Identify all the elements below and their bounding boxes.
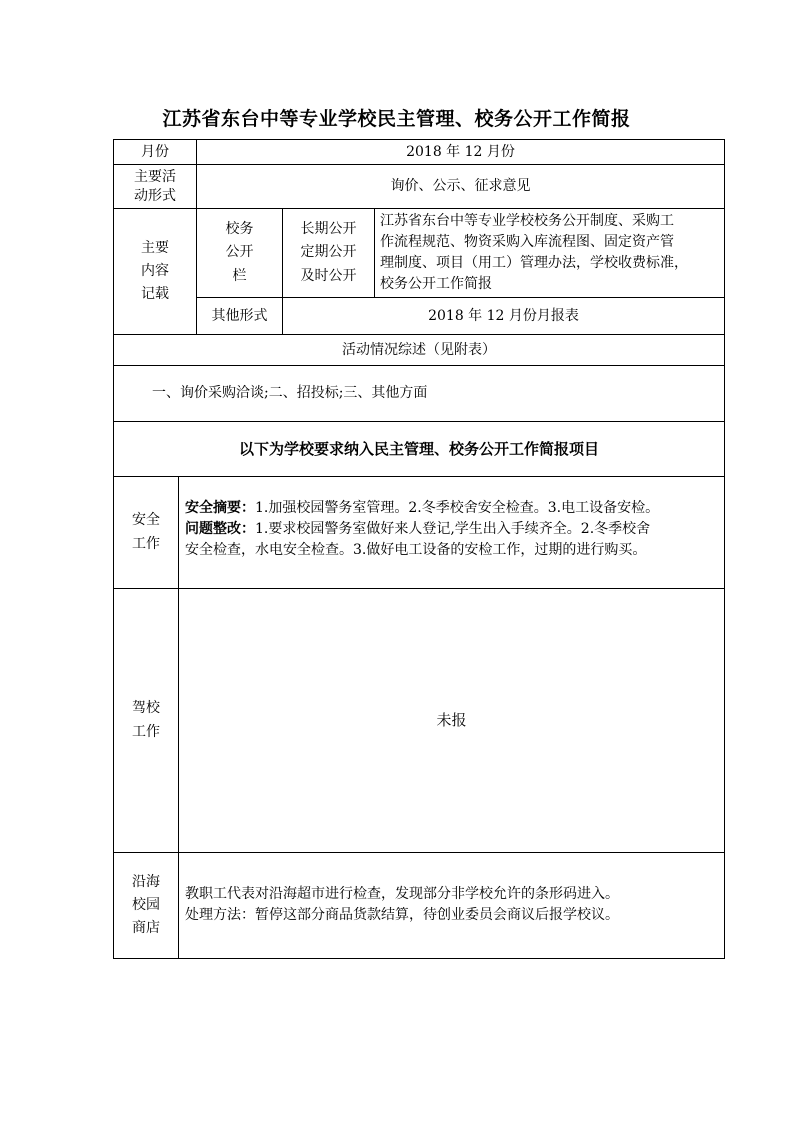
shop-line1: 教职工代表对沿海超市进行检查，发现部分非学校允许的条形码进入。 [185, 886, 619, 902]
disclosure-types [282, 208, 374, 297]
document-title: 江苏省东台中等专业学校民主管理、校务公开工作简报 [162, 108, 631, 130]
safety-fix-text-line2: 安全检查，水电安全检查。3.做好电工设备的安检工作，过期的进行购买。 [185, 542, 647, 558]
board-label [196, 208, 282, 297]
board-line1: 校务 [225, 221, 254, 238]
shop-line2: 处理方法：暂停这部分商品货款结算，待创业委员会商议后报学校议。 [185, 907, 619, 923]
type-periodic: 定期公开 [300, 244, 357, 261]
month-label: 月份 [141, 143, 169, 160]
required-items-heading: 以下为学校要求纳入民主管理、校务公开工作简报项目 [114, 421, 724, 476]
activity-form-value: 询价、公示、征求意见 [196, 164, 724, 208]
shop-label-line3: 商店 [132, 920, 160, 937]
disclosure-item-line: 作流程规范、物资采购入库流程图、固定资产管 [380, 234, 674, 250]
summary-text: 一、询价采购洽谈;二、招投标;三、其他方面 [114, 365, 724, 421]
disclosure-item-line: 校务公开工作简报 [380, 276, 492, 292]
safety-summary [185, 498, 720, 519]
content-label-line2: 内容 [141, 262, 169, 279]
type-long-term: 长期公开 [300, 221, 357, 238]
safety-fix-text-line1: 1.要求校园警务室做好来人登记,学生出入手续齐全。2.冬季校舍 [255, 521, 651, 537]
report-table [113, 139, 725, 959]
shop-label-line2: 校园 [132, 896, 160, 913]
board-line3: 栏 [232, 267, 247, 284]
safety-content [178, 476, 724, 588]
disclosure-items [374, 208, 724, 297]
safety-label-line2: 工作 [132, 535, 160, 552]
other-form-label: 其他形式 [196, 297, 282, 334]
type-timely: 及时公开 [300, 267, 357, 284]
safety-summary-text: 1.加强校园警务室管理。2.冬季校舍安全检查。3.电工设备安检。 [255, 500, 660, 516]
content-label-line1: 主要 [141, 239, 169, 256]
driving-label-line2: 工作 [132, 723, 160, 740]
safety-summary-label: 安全摘要： [185, 500, 255, 516]
shop-label-line1: 沿海 [132, 873, 160, 890]
driving-value: 未报 [178, 588, 724, 852]
driving-label-line1: 驾校 [132, 700, 160, 717]
board-line2: 公开 [225, 244, 254, 261]
safety-label-line1: 安全 [132, 512, 160, 529]
shop-label [114, 852, 178, 958]
safety-fix [185, 519, 720, 540]
other-form-value: 2018 年 12 月份月报表 [282, 297, 724, 334]
driving-label [114, 588, 178, 852]
activity-form-label-line1: 主要活 [134, 168, 176, 185]
content-label [114, 208, 196, 334]
disclosure-item-line: 理制度、项目（用工）管理办法，学校收费标准， [380, 255, 688, 271]
activity-form-label-line2: 动形式 [134, 187, 176, 204]
safety-label [114, 476, 178, 588]
month-value: 2018 年 12 月份 [196, 140, 724, 164]
shop-content [178, 852, 724, 958]
activity-form-label [114, 164, 196, 208]
summary-heading: 活动情况综述（见附表） [114, 334, 724, 365]
safety-fix-label: 问题整改： [185, 521, 255, 537]
content-label-line3: 记载 [141, 286, 169, 303]
disclosure-item-line: 江苏省东台中等专业学校校务公开制度、采购工 [380, 213, 674, 229]
